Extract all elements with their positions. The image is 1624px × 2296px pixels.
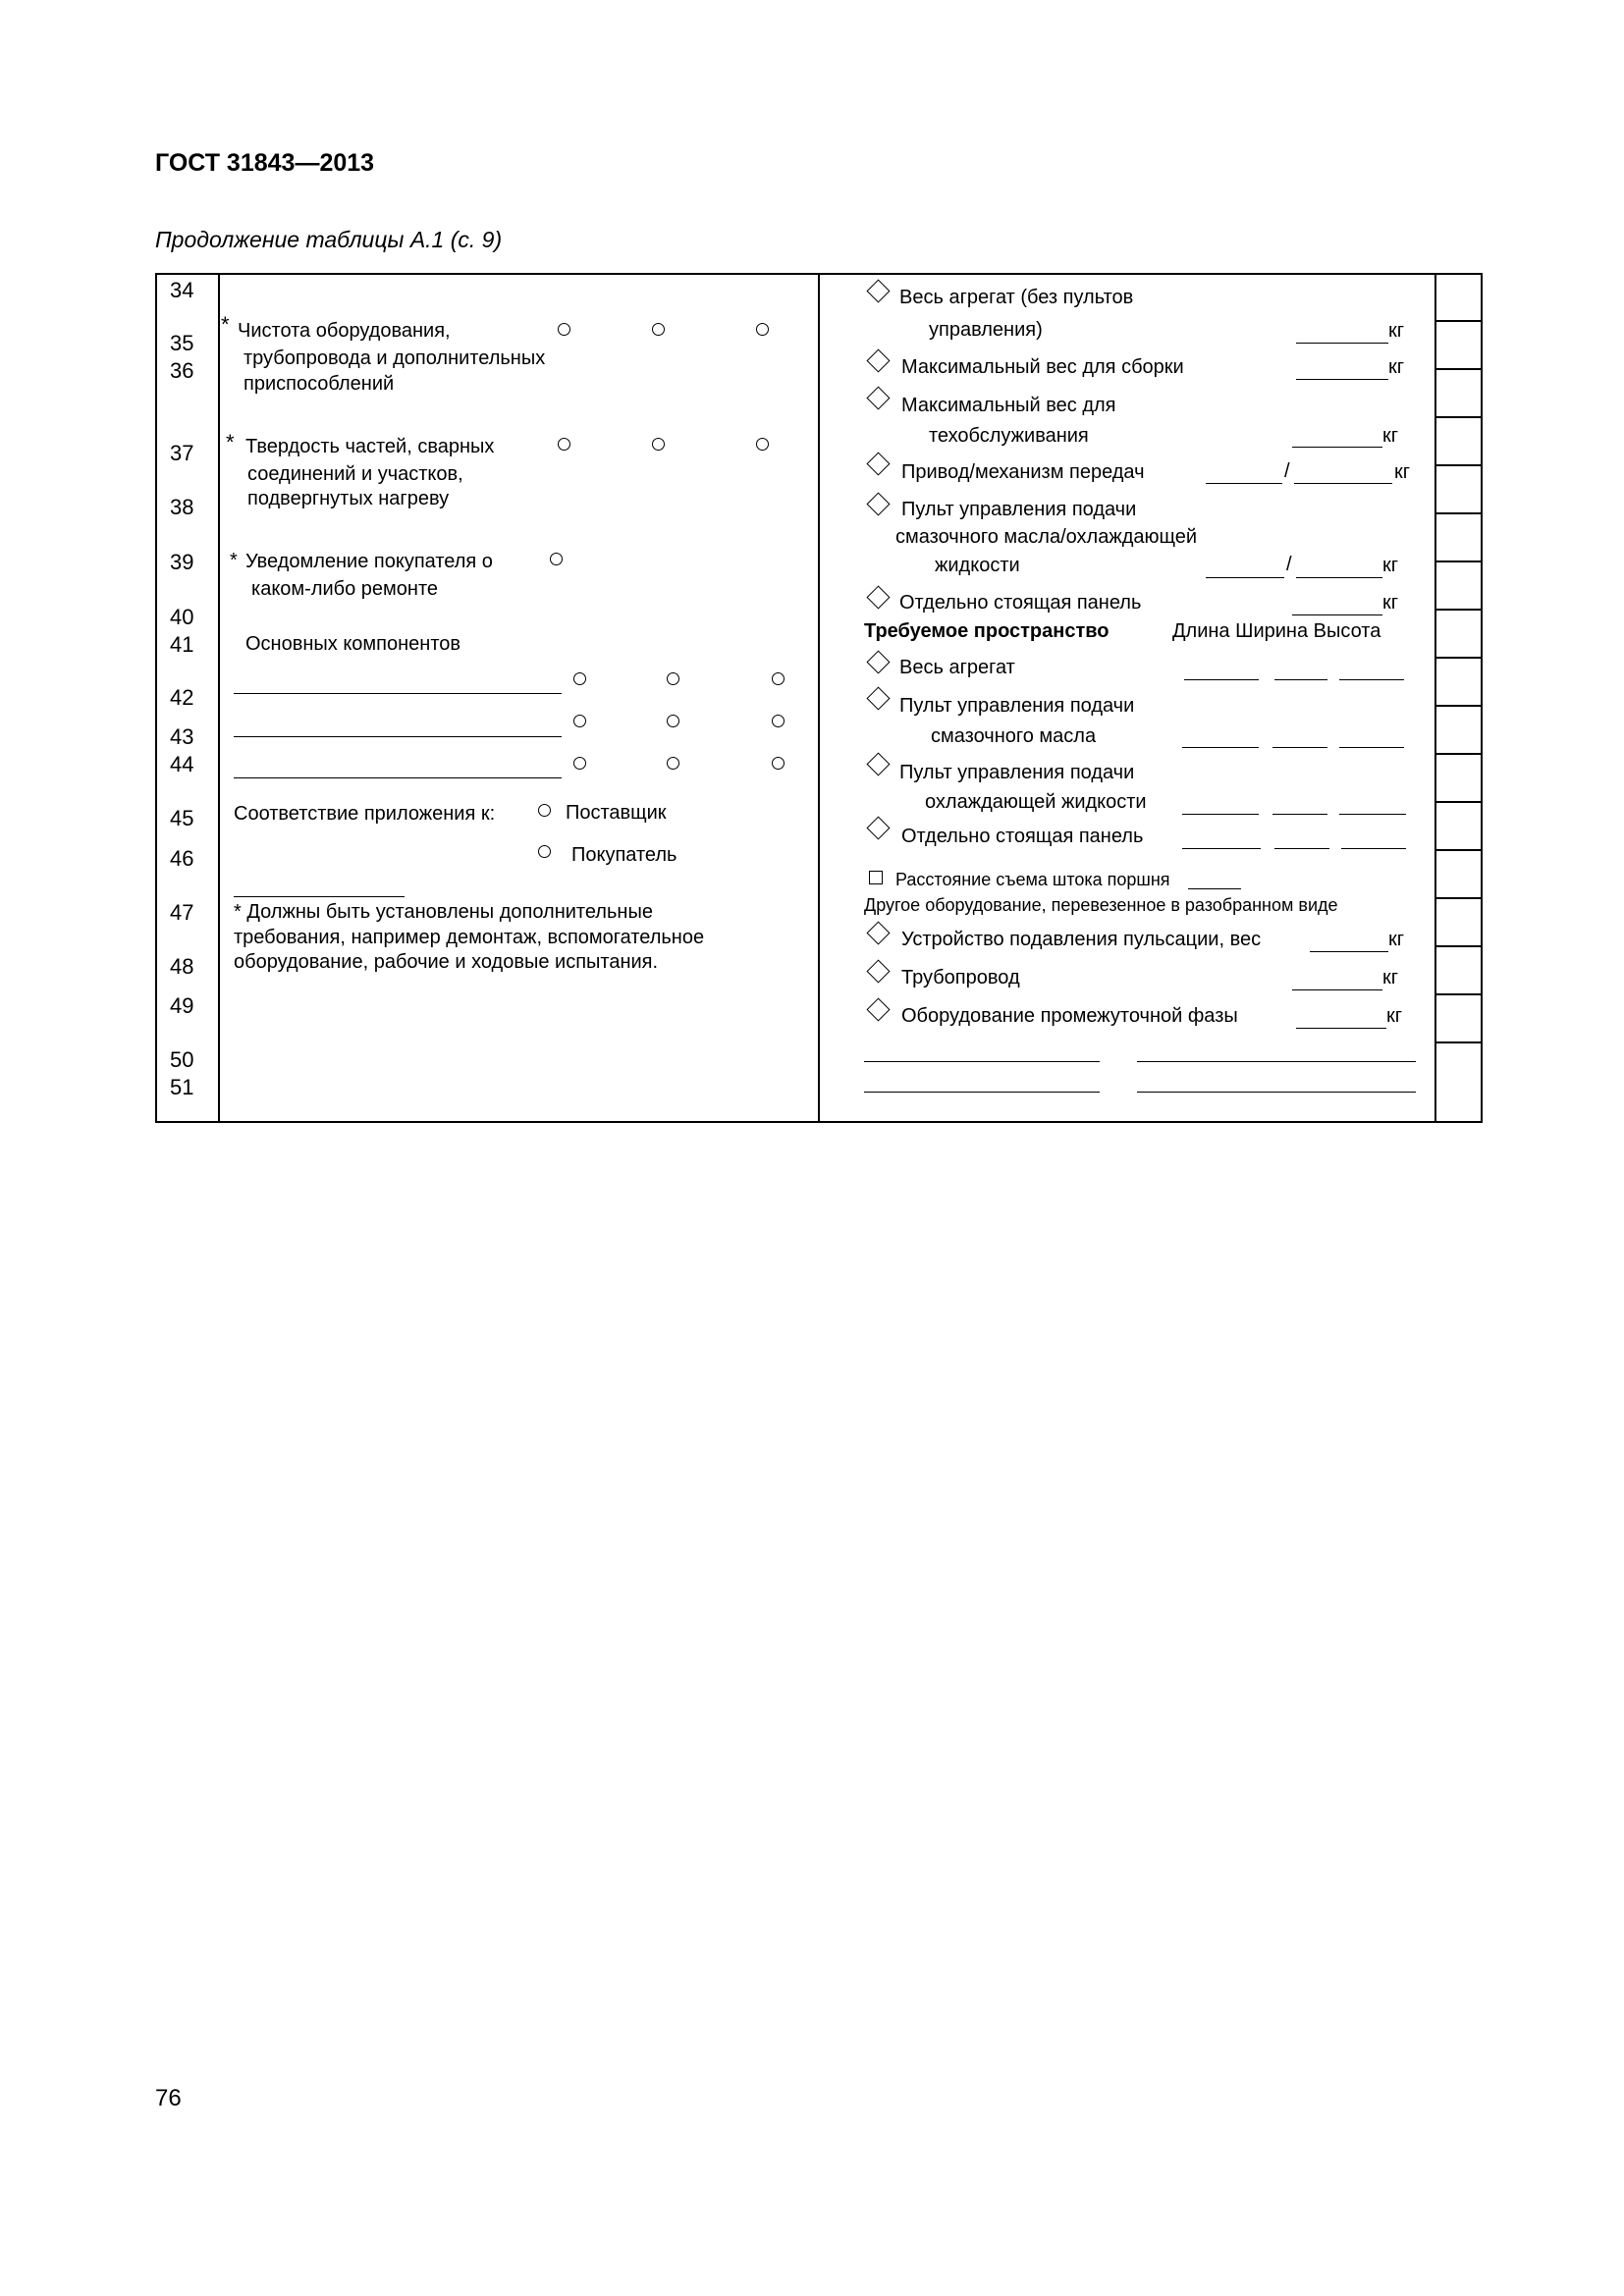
space-coolant-label: Пульт управления подачи	[899, 762, 1135, 783]
space-columns: Длина Ширина Высота	[1172, 620, 1381, 642]
row-number: 45	[170, 806, 194, 830]
option-circle[interactable]	[573, 757, 586, 770]
option-circle[interactable]	[772, 672, 785, 685]
divider-checkcol	[1435, 273, 1436, 1123]
notify-label: каком-либо ремонте	[251, 578, 439, 600]
unit-kg: кг	[1382, 425, 1399, 447]
row-number: 48	[170, 954, 194, 979]
weight-field[interactable]	[1296, 379, 1388, 380]
note-separator	[234, 896, 405, 897]
option-circle[interactable]	[756, 438, 769, 451]
row-number: 41	[170, 632, 194, 657]
other-equipment-label: Другое оборудование, перевезенное в разобранном виде	[864, 895, 1338, 915]
weight-field[interactable]	[1292, 447, 1382, 448]
width-field[interactable]	[1274, 848, 1329, 849]
asterisk: *	[226, 430, 235, 454]
option-circle[interactable]	[652, 438, 665, 451]
unit-kg: кг	[1382, 592, 1399, 614]
blank-line[interactable]	[864, 1061, 1100, 1062]
row-number: 39	[170, 550, 194, 574]
piston-checkbox[interactable]	[869, 871, 883, 884]
document-header: ГОСТ 31843—2013	[155, 149, 375, 177]
space-lube-label: Пульт управления подачи	[899, 695, 1135, 717]
unit-kg: кг	[1394, 461, 1411, 483]
blank-line[interactable]	[234, 736, 562, 737]
footnote-text: * Должны быть установлены дополнительные	[234, 901, 653, 923]
pulsation-label: Устройство подавления пульсации, вес	[901, 929, 1262, 950]
hardness-label: Твердость частей, сварных	[245, 436, 495, 457]
row-number: 36	[170, 358, 194, 383]
weight-field[interactable]	[1206, 483, 1282, 484]
height-field[interactable]	[1339, 679, 1404, 680]
weight-field[interactable]	[1292, 989, 1382, 990]
main-components-label: Основных компонентов	[245, 633, 461, 655]
max-service-label: Максимальный вес для	[901, 395, 1116, 416]
weight-field[interactable]	[1296, 1028, 1386, 1029]
space-standalone-label: Отдельно стоящая панель	[901, 826, 1144, 847]
lube-panel-label: жидкости	[935, 555, 1020, 576]
standalone-panel-label: Отдельно стоящая панель	[899, 592, 1142, 614]
hardness-label: подвергнутых нагреву	[247, 488, 450, 509]
height-field[interactable]	[1339, 747, 1404, 748]
space-lube-label: смазочного масла	[931, 725, 1097, 747]
unit-kg: кг	[1386, 1005, 1403, 1027]
weight-field[interactable]	[1296, 343, 1388, 344]
divider-rownum	[218, 273, 220, 1123]
unit-kg: кг	[1388, 356, 1405, 378]
width-field[interactable]	[1272, 747, 1327, 748]
height-field[interactable]	[1341, 848, 1406, 849]
blank-line[interactable]	[864, 1092, 1100, 1093]
option-circle[interactable]	[573, 715, 586, 727]
weight-field[interactable]	[1310, 951, 1388, 952]
option-circle[interactable]	[772, 715, 785, 727]
height-field[interactable]	[1339, 814, 1406, 815]
supplier-radio[interactable]	[538, 804, 551, 817]
conformity-label: Соответствие приложения к:	[234, 803, 496, 825]
weight-field[interactable]	[1292, 614, 1382, 615]
option-circle[interactable]	[558, 323, 570, 336]
blank-line[interactable]	[1137, 1061, 1416, 1062]
weight-field[interactable]	[1296, 577, 1382, 578]
option-circle[interactable]	[550, 553, 563, 565]
option-circle[interactable]	[667, 672, 679, 685]
footnote-text: оборудование, рабочие и ходовые испытания.	[234, 951, 659, 973]
page-number: 76	[155, 2085, 182, 2111]
piping-label: Трубопровод	[901, 967, 1020, 988]
buyer-radio[interactable]	[538, 845, 551, 858]
option-circle[interactable]	[667, 757, 679, 770]
max-service-label: техобслуживания	[929, 425, 1089, 447]
footnote-text: требования, например демонтаж, вспомогательное	[234, 927, 705, 948]
hardness-label: соединений и участков,	[247, 463, 463, 485]
row-number: 43	[170, 724, 194, 749]
buyer-label: Покупатель	[571, 844, 677, 866]
cleanliness-label: трубопровода и дополнительных	[244, 347, 546, 369]
row-number: 38	[170, 495, 194, 519]
row-number: 46	[170, 846, 194, 871]
unit-kg: кг	[1388, 320, 1405, 342]
whole-unit-label: управления)	[929, 319, 1043, 341]
row-number: 37	[170, 441, 194, 465]
unit-kg: кг	[1388, 929, 1405, 950]
asterisk: *	[221, 312, 230, 337]
row-number: 34	[170, 278, 194, 302]
weight-field[interactable]	[1206, 577, 1284, 578]
unit-kg: кг	[1382, 555, 1399, 576]
row-number: 40	[170, 605, 194, 629]
notify-label: Уведомление покупателя о	[245, 551, 493, 572]
row-number: 44	[170, 752, 194, 776]
piston-field[interactable]	[1188, 888, 1241, 889]
asterisk: *	[230, 550, 238, 571]
table-caption: Продолжение таблицы А.1 (с. 9)	[155, 227, 503, 252]
space-title: Требуемое пространство	[864, 620, 1110, 642]
width-field[interactable]	[1272, 814, 1327, 815]
drive-label: Привод/механизм передач	[901, 461, 1145, 483]
divider-middle	[818, 273, 820, 1123]
blank-line[interactable]	[234, 777, 562, 778]
space-whole-label: Весь агрегат	[899, 657, 1015, 678]
length-field[interactable]	[1182, 848, 1261, 849]
length-field[interactable]	[1184, 679, 1259, 680]
width-field[interactable]	[1274, 679, 1327, 680]
weight-field[interactable]	[1294, 483, 1392, 484]
row-number: 49	[170, 993, 194, 1018]
max-assembly-label: Максимальный вес для сборки	[901, 356, 1184, 378]
lube-panel-label: смазочного масла/охлаждающей	[895, 526, 1198, 548]
interstage-label: Оборудование промежуточной фазы	[901, 1005, 1238, 1027]
whole-unit-label: Весь агрегат (без пультов	[899, 287, 1134, 308]
row-number: 51	[170, 1075, 194, 1099]
row-number: 42	[170, 685, 194, 710]
option-circle[interactable]	[667, 715, 679, 727]
cleanliness-label: Чистота оборудования,	[238, 320, 451, 342]
row-number: 50	[170, 1047, 194, 1072]
length-field[interactable]	[1182, 814, 1259, 815]
option-circle[interactable]	[652, 323, 665, 336]
option-circle[interactable]	[558, 438, 570, 451]
length-field[interactable]	[1182, 747, 1259, 748]
lube-panel-label: Пульт управления подачи	[901, 499, 1137, 520]
blank-line[interactable]	[234, 693, 562, 694]
option-circle[interactable]	[756, 323, 769, 336]
row-number: 35	[170, 331, 194, 355]
supplier-label: Поставщик	[566, 802, 667, 824]
blank-line[interactable]	[1137, 1092, 1416, 1093]
unit-kg: кг	[1382, 967, 1399, 988]
space-coolant-label: охлаждающей жидкости	[925, 791, 1147, 813]
piston-label: Расстояние съема штока поршня	[895, 870, 1170, 889]
option-circle[interactable]	[772, 757, 785, 770]
row-number: 47	[170, 900, 194, 925]
cleanliness-label: приспособлений	[244, 373, 395, 395]
option-circle[interactable]	[573, 672, 586, 685]
